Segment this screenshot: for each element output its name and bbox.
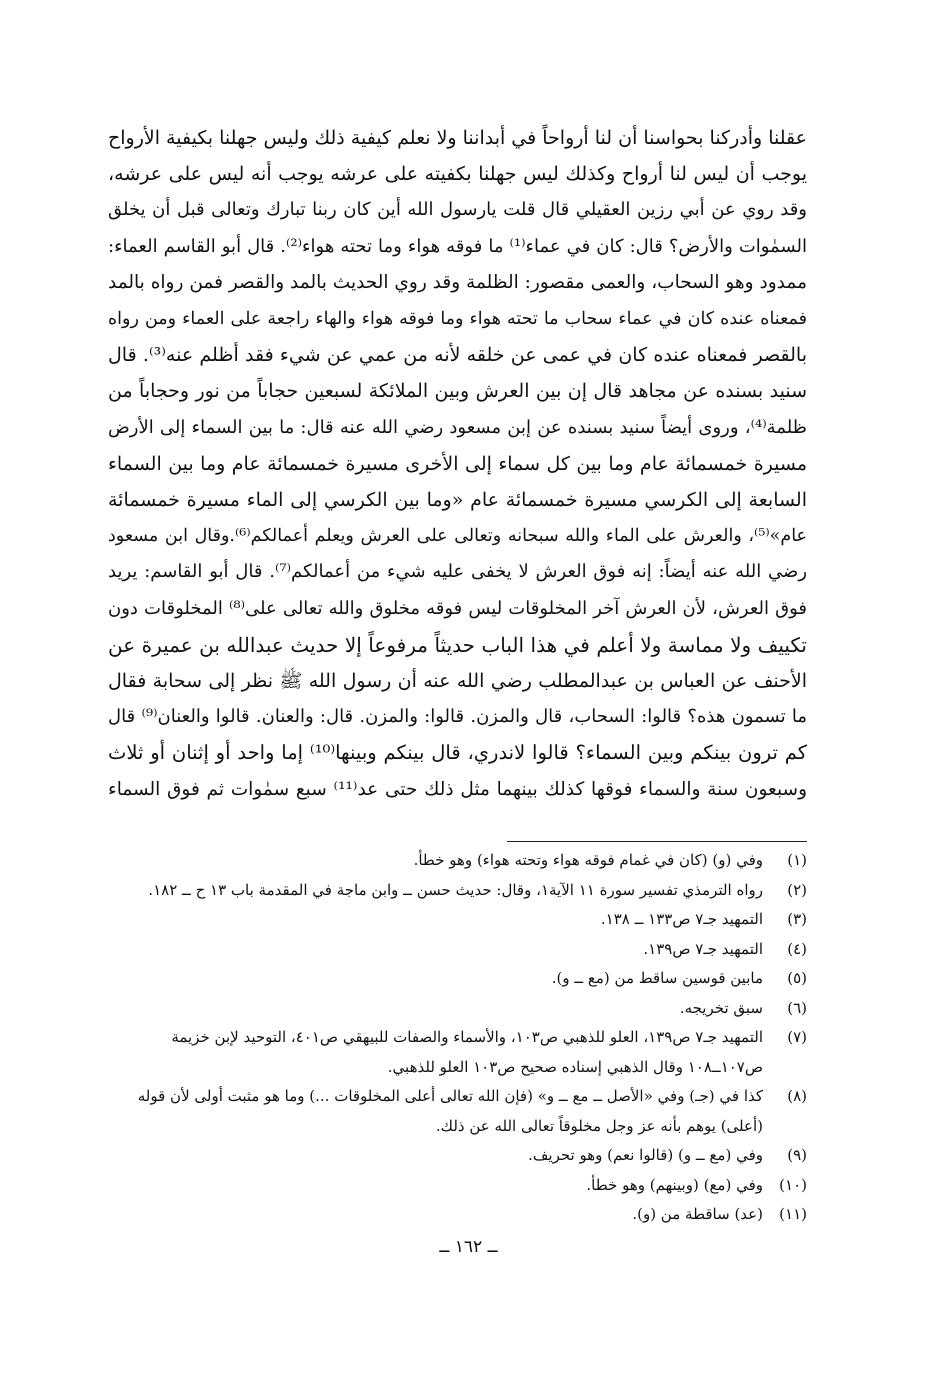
footnote-text: ص١٠٧ــ١٠٨ وقال الذهبي إسناده صحيح ص١٠٣ العلو للذهبي. bbox=[387, 1057, 763, 1076]
footnote-text: سبق تخريجه. bbox=[679, 998, 763, 1017]
text-line: رضي الله عنه أيضاً: إنه فوق العرش لا يخفى عليه شيء من أعمالكم⁽⁷⁾. قال أبو القاسم: يريد bbox=[108, 561, 808, 583]
footnote-text: رواه الترمذي تفسير سورة ١١ الآية١، وقال: حديث حسن ــ وابن ماجة في المقدمة باب ١٣ ح ــ ١٨٢. bbox=[148, 880, 763, 899]
footnote-text: وفي (و) (كان في غمام فوقه هواء وتحته هواء) وهو خطأ. bbox=[413, 851, 763, 869]
footnote bbox=[108, 1171, 807, 1201]
text-line: بالقصر فمعناه عنده كان في عمى عن خلقه لأنه من عمي عن شيء فقد أظلم عنه⁽³⁾. قال bbox=[108, 344, 808, 367]
footnote-number: (٦) bbox=[787, 998, 807, 1017]
footnote-text: وفي (مع ــ و) (قالوا نعم) وهو تحريف. bbox=[528, 1146, 763, 1164]
footnote bbox=[108, 994, 807, 1024]
footnote-text: التمهيد جـ٧ ص١٣٣ ــ ١٣٨. bbox=[600, 910, 763, 928]
text-line: يوجب أن ليس لنا أرواح وكذلك ليس جهلنا بكفيته على عرشه يوجب أنه ليس على عرشه، bbox=[108, 163, 807, 186]
footnote bbox=[108, 1200, 807, 1230]
text-line: عقلنا وأدركنا بحواسنا أن لنا أرواحاً في أبداننا ولا نعلم كيفية ذلك وليس جهلنا بكيفية الأرواح bbox=[108, 127, 807, 149]
text-line: وقد روي عن أبي رزين العقيلي قال قلت يارسول الله أين كان ربنا تبارك وتعالى قبل أن يخلق bbox=[108, 199, 807, 221]
text-line: ظلمة⁽⁴⁾، وروى أيضاً سنيد بسنده عن إبن مسعود رضي الله عنه قال: ما بين السماء إلى الأرض bbox=[108, 416, 807, 438]
footnote bbox=[108, 964, 807, 994]
footnote-separator bbox=[507, 841, 807, 842]
footnote-number: (٩) bbox=[787, 1146, 807, 1164]
text-line: ما تسمون هذه؟ قالوا: السحاب، قال والمزن. قالوا: والمزن. قال: والعنان. قالوا والعنان⁽⁹⁾ قال bbox=[108, 706, 808, 728]
text-line: عام»⁽⁵⁾، والعرش على الماء والله سبحانه وتعالى على العرش ويعلم أعمالكم⁽⁶⁾.وقال ابن مسعود bbox=[108, 526, 807, 547]
text-line: تكييف ولا مماسة ولا أعلم في هذا الباب حديثاً مرفوعاً إلا حديث عبدالله بن عميرة عن bbox=[108, 632, 807, 657]
footnote-number: (٤) bbox=[787, 939, 807, 958]
text-line: فمعناه عنده كان في عماء سحاب ما تحته هواء وما فوقه هواء والهاء راجعة على العماء ومن رواه bbox=[108, 309, 807, 330]
footnote-text: وفي (مع) (وبينهم) وهو خطأ. bbox=[586, 1175, 763, 1194]
footnote bbox=[108, 846, 807, 876]
footnote-text: (أعلى) يوهم بأنه عز وجل مخلوقاً تعالى الله عن ذلك. bbox=[435, 1116, 763, 1135]
footnote-text: كذا في (جـ) وفي «الأصل ــ مع ــ و» (فإن الله تعالى أعلى المخلوقات ...) وما هو مثبت أولى لأن قوله bbox=[137, 1087, 763, 1105]
footnote bbox=[108, 1141, 807, 1171]
footnote-text: التمهيد جـ٧ ص١٣٩، العلو للذهبي ص١٠٣، والأسماء والصفات للبيهقي ص٤٠١، التوحيد لإبن خزيمة bbox=[171, 1028, 763, 1046]
text-line: وسبعون سنة والسماء فوقها كذلك بينهما مثل ذلك حتى عد⁽¹¹⁾ سبع سمٰوات ثم فوق السماء bbox=[108, 778, 807, 800]
text-line: سنيد بسنده عن مجاهد قال إن بين العرش وبين الملائكة لسبعين حجاباً من نور وحجاباً من bbox=[108, 380, 807, 403]
footnote-number: (١١) bbox=[779, 1205, 807, 1223]
footnote-number: (٢) bbox=[787, 880, 807, 899]
text-line: فوق العرش، لأن العرش آخر المخلوقات ليس فوقه مخلوق والله تعالى على⁽⁸⁾ المخلوقات دون bbox=[108, 597, 808, 619]
footnote-text: مابين قوسين ساقط من (مع ــ و). bbox=[551, 969, 763, 987]
footnote-number: (٣) bbox=[787, 910, 807, 928]
footnote bbox=[108, 905, 807, 935]
text-line: مسيرة خمسمائة عام وما بين كل سماء إلى الأخرى مسيرة خمسمائة عام وما بين السماء bbox=[108, 452, 807, 475]
text-line: الأحنف عن العباس بن عبدالمطلب رضي الله عنه أن رسول الله ﷺ نظر إلى سحابة فقال bbox=[108, 670, 807, 693]
footnote-number: (١) bbox=[787, 851, 807, 869]
page-number: ــ ١٦٢ ــ bbox=[439, 1237, 498, 1257]
footnotes bbox=[108, 846, 807, 1230]
text-line: كم ترون بينكم وبين السماء؟ قالوا لاندري، قال بينكم وبينها⁽¹⁰⁾ إما واحد أو إثنان أو ثلاث bbox=[108, 741, 807, 765]
footnote bbox=[108, 876, 807, 906]
main-text bbox=[108, 120, 807, 808]
text-line: السمٰوات والأرض؟ قال: كان في عماء⁽¹⁾ ما فوقه هواء وما تحته هواء⁽²⁾. قال أبو القاسم العماء: bbox=[108, 235, 808, 257]
text-line: السابعة إلى الكرسي مسيرة خمسمائة عام «وما بين الكرسي إلى الماء مسيرة خمسمائة bbox=[108, 489, 807, 512]
footnote-text: التمهيد جـ٧ ص١٣٩. bbox=[643, 939, 763, 958]
footnote bbox=[108, 1082, 807, 1141]
footnote-number: (٧) bbox=[787, 1028, 807, 1046]
text-line: ممدود وهو السحاب، والعمى مقصور: الظلمة وقد روي الحديث بالمد والقصر فمن رواه بالمد bbox=[108, 271, 807, 293]
footnote bbox=[108, 1023, 807, 1082]
footnote-number: (١٠) bbox=[779, 1175, 807, 1194]
footnote-number: (٥) bbox=[787, 969, 807, 987]
footnote bbox=[108, 935, 807, 965]
footnote-number: (٨) bbox=[787, 1087, 807, 1105]
footnote-text: (عد) ساقطة من (و). bbox=[632, 1205, 763, 1223]
